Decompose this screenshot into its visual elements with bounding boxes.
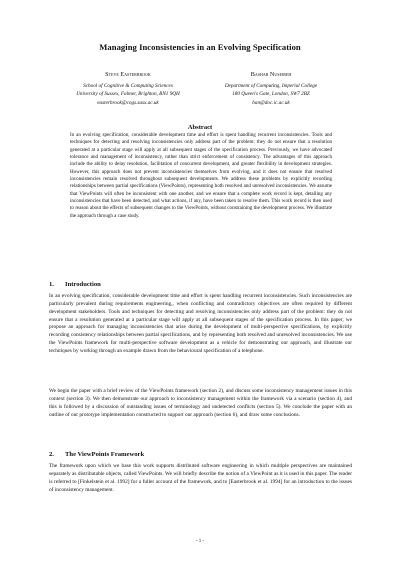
author-name: Bashar Nuseibeh — [250, 71, 292, 78]
paragraph: We begin the paper with a brief review of the ViewPoints framework (section 2), and discuss some inconsistency management issues in this context (section 3). We then demonstrate our approach to inconsistency management within the framework via a scenario (section 4), and this is followed by a discussion of outstanding issues of terminology and undetected conflicts (section 5). We conclude the paper with an outline of our prototype implementation constructed to support our approach (section 6), and draw some conclusions. — [49, 388, 352, 418]
author-2 — [205, 71, 337, 107]
author-email: easterbrook@cogs.susx.ac.uk — [97, 99, 159, 106]
author-affiliation: Department of Computing, Imperial College — [224, 83, 318, 90]
abstract-heading: Abstract — [187, 124, 213, 131]
author-name: Steve Easterbrook — [105, 71, 151, 78]
abstract-text: In an evolving specification, considerable development time and effort is spent handling recurrent inconsistencies. Tools and techniques for detecting and resolving inconsistencies only address part of the problem: they do not ensure that a resolution generated at a particular stage will apply at all subsequent stages of the specification process. Previously, we have advocated tolerance and management of inconsistency, rather than strict enforcement of consistency. The advantages of this approach include the ability to delay resolution, facilitation of concurrent development, and greater flexibility in development strategies. However, this approach does not prevent inconsistencies themselves from evolving, and it does not ensure that resolved inconsistencies remain resolved throughout subsequent developments. We address these problems by explicitly recording relationships between partial specifications (ViewPoints), representing both resolved and unresolved inconsistencies. We assume that ViewPoints will often be inconsistent with one another, and we ensure that a complete work record is kept, detailing any inconsistencies that have been detected, and what actions, if any, have been taken to resolve them. This work record is then used to reason about the effects of subsequent changes to the ViewPoints, without constraining the development process. We illustrate the approach through a case study. — [70, 132, 332, 219]
page-number: - 1 - — [195, 539, 205, 544]
section-number: 2. — [49, 451, 54, 458]
section-heading-viewpoints-framework — [49, 451, 144, 458]
paper-title: Managing Inconsistencies in an Evolving Specification — [99, 42, 301, 52]
author-1 — [62, 71, 194, 107]
section-title: Introduction — [65, 281, 101, 288]
section-title: The ViewPoints Framework — [65, 451, 145, 458]
paragraph: In an evolving specification, considerable development time and effort is spent handling recurrent inconsistencies. Such inconsistencies are particularly prevalent during requirements engineering,, when conflicting and contradictory objectives are often required by different development stakeholders. Tools and techniques for detecting and resolving inconsistencies only address part of the problem: they do not ensure that a resolution generated at a particular stage will apply at all subsequent stages of the specification process. In this paper, we propose an approach for managing inconsistencies that arise during the development of multi-perspective specifications, by explicitly recording consistency relationships between partial specifications, and by representing both resolved and unresolved inconsistencies. We use the ViewPoints framework for multi-perspective software development as a vehicle for demonstrating our approach, and illustrate our techniques by working through an example drawn from the behavioural specification of a telephone. — [49, 293, 352, 354]
author-address: University of Sussex, Falmer, Brighton, BN1 9QH — [76, 91, 180, 98]
author-email: ban@doc.ic.ac.uk — [252, 99, 290, 106]
section-number: 1. — [49, 281, 54, 288]
paragraph: The framework upon which we base this work supports distributed software engineering in which multiple perspectives are maintained separately as distributable objects, called ViewPoints. We will briefly describe the notion of a ViewPoint as it is used in this paper. The reader is referred to [Finkelstein et al. 1992] for a fuller account of the framework, and to [Easterbrook et al. 1994] for an introduction to the issues of inconsistency management. — [49, 463, 352, 493]
author-address: 180 Queen's Gate, London, SW7 2BZ — [232, 91, 310, 98]
author-affiliation: School of Cognitive & Computing Sciences — [83, 83, 173, 90]
section-heading-introduction — [49, 281, 101, 288]
